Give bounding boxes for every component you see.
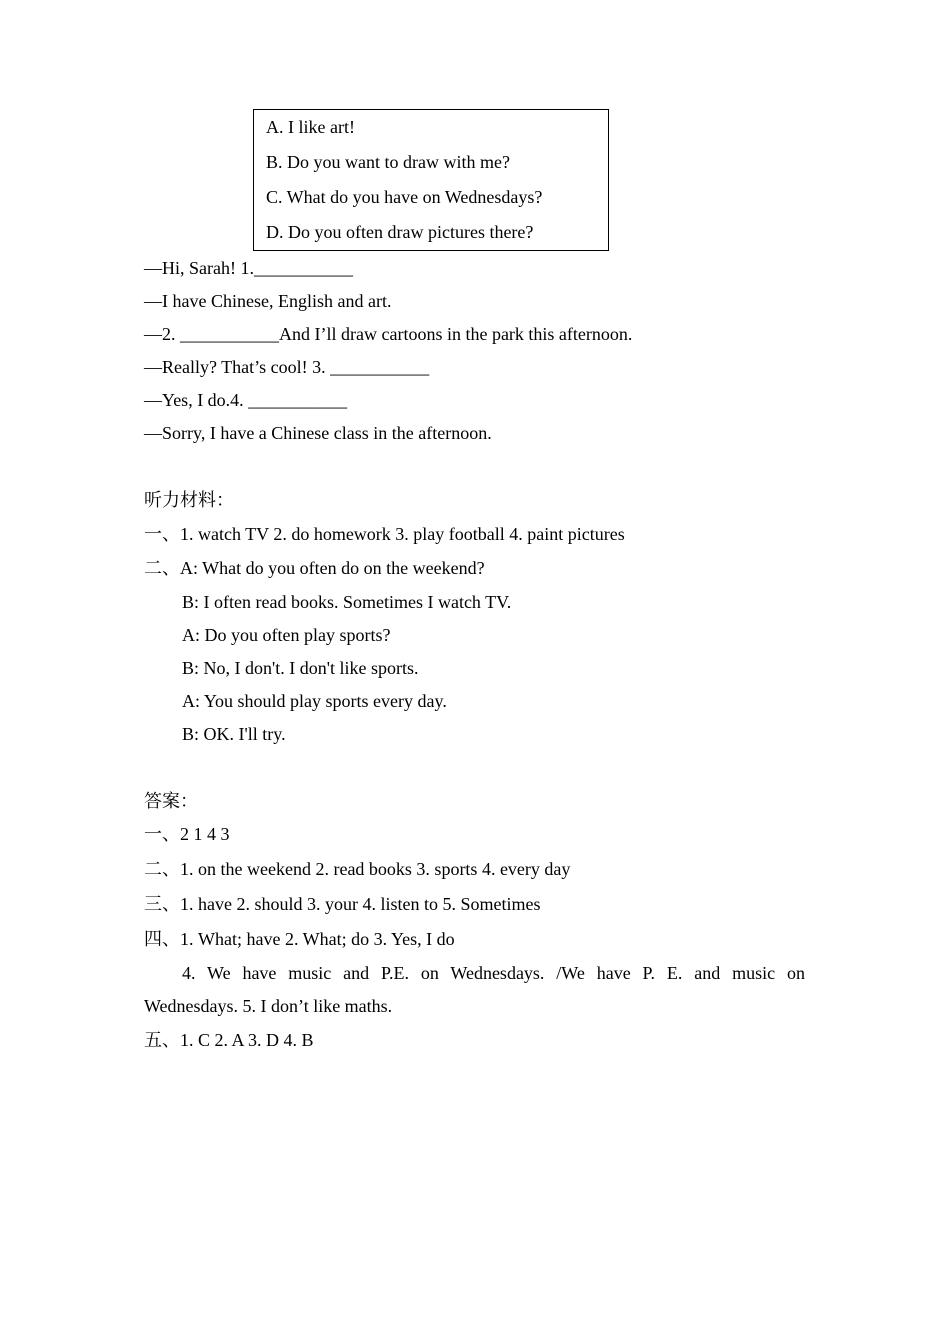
answer-2: 二、1. on the weekend 2. read books 3. sports 4. every day bbox=[144, 859, 571, 879]
option-c: C. What do you have on Wednesdays? bbox=[266, 187, 543, 207]
option-d: D. Do you often draw pictures there? bbox=[266, 222, 534, 242]
listening-line: A: You should play sports every day. bbox=[182, 691, 447, 711]
listening-line: A: Do you often play sports? bbox=[182, 625, 391, 645]
answer-1: 一、2 1 4 3 bbox=[144, 824, 230, 844]
option-a: A. I like art! bbox=[266, 117, 355, 137]
listening-heading: 听力材料： bbox=[144, 490, 234, 510]
dialogue-line-6: —Sorry, I have a Chinese class in the afternoon. bbox=[144, 423, 492, 443]
dialogue-line-4: —Really? That’s cool! 3. ___________ bbox=[144, 357, 430, 377]
answer-5: 五、1. C 2. A 3. D 4. B bbox=[144, 1030, 314, 1050]
answers-heading: 答案： bbox=[144, 791, 198, 811]
dialogue-line-1: —Hi, Sarah! 1.___________ bbox=[144, 258, 353, 278]
listening-part-1: 一、1. watch TV 2. do homework 3. play football 4. paint pictures bbox=[144, 524, 625, 544]
dialogue-line-2: —I have Chinese, English and art. bbox=[144, 291, 392, 311]
listening-part-2: 二、A: What do you often do on the weekend? bbox=[144, 558, 485, 578]
answer-4: 四、1. What; have 2. What; do 3. Yes, I do bbox=[144, 929, 455, 949]
listening-line: B: No, I don't. I don't like sports. bbox=[182, 658, 419, 678]
listening-line: B: OK. I'll try. bbox=[182, 724, 286, 744]
answer-3: 三、1. have 2. should 3. your 4. listen to 5. Sometimes bbox=[144, 894, 541, 914]
dialogue-line-3: —2. ___________And I’ll draw cartoons in the park this afternoon. bbox=[144, 324, 633, 344]
option-b: B. Do you want to draw with me? bbox=[266, 152, 510, 172]
options-box bbox=[253, 109, 609, 251]
answer-4-continued: 4. We have music and P.E. on Wednesdays. /We have P. E. and music on bbox=[182, 963, 805, 983]
answer-4-continued-end: Wednesdays. 5. I don’t like maths. bbox=[144, 996, 393, 1016]
dialogue-line-5: —Yes, I do.4. ___________ bbox=[144, 390, 348, 410]
listening-line: B: I often read books. Sometimes I watch TV. bbox=[182, 592, 512, 612]
